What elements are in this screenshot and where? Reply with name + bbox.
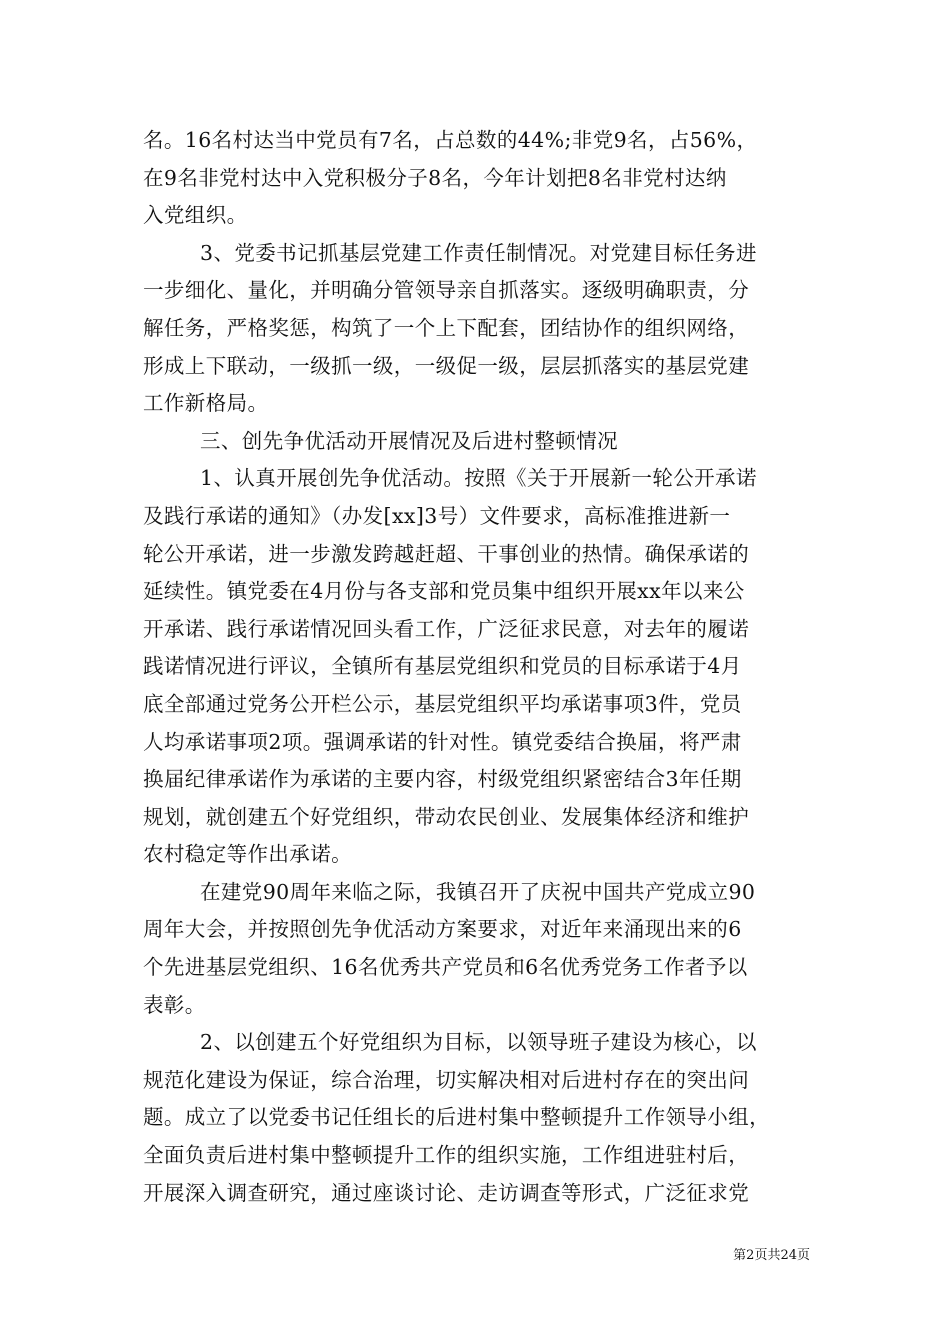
section-heading: 三、创先争优活动开展情况及后进村整顿情况 <box>200 428 618 453</box>
text-line: 底全部通过党务公开栏公示，基层党组织平均承诺事项3件，党员 <box>143 691 742 716</box>
text-line: 周年大会，并按照创先争优活动方案要求，对近年来涌现出来的6 <box>143 917 742 942</box>
text-line: 践诺情况进行评议，全镇所有基层党组织和党员的目标承诺于4月 <box>143 654 742 679</box>
text-line: 规划，就创建五个好党组织，带动农民创业、发展集体经济和维护 <box>143 804 750 829</box>
paragraph-start-line: 1、认真开展创先争优活动。按照《关于开展新一轮公开承诺 <box>200 466 757 491</box>
text-line: 入党组织。 <box>143 203 248 228</box>
text-line: 一步细化、量化，并明确分管领导亲自抓落实。逐级明确职责，分 <box>143 278 750 303</box>
text-line: 轮公开承诺，进一步激发跨越赶超、干事创业的热情。确保承诺的 <box>143 541 750 566</box>
text-line: 名。16名村达当中党员有7名，占总数的44%;非党9名，占56%， <box>143 128 758 152</box>
text-line: 解任务，严格奖惩，构筑了一个上下配套，团结协作的组织网络， <box>143 315 750 340</box>
paragraph-start-line: 2、以创建五个好党组织为目标，以领导班子建设为核心，以 <box>200 1030 757 1055</box>
text-line: 换届纪律承诺作为承诺的主要内容，村级党组织紧密结合3年任期 <box>143 767 742 792</box>
text-line: 及践行承诺的通知》（办发[xx]3号）文件要求，高标准推进新一 <box>143 503 731 528</box>
body-text <box>143 122 823 1212</box>
text-line: 在9名非党村达中入党积极分子8名，今年计划把8名非党村达纳 <box>143 165 727 190</box>
text-line: 表彰。 <box>143 992 206 1017</box>
text-line: 开展深入调查研究，通过座谈讨论、走访调查等形式，广泛征求党 <box>143 1180 750 1205</box>
text-line: 形成上下联动，一级抓一级，一级促一级，层层抓落实的基层党建 <box>143 353 750 378</box>
text-line: 人均承诺事项2项。强调承诺的针对性。镇党委结合换届，将严肃 <box>143 729 742 754</box>
text-line: 个先进基层党组织、16名优秀共产党员和6名优秀党务工作者予以 <box>143 955 748 980</box>
text-line: 延续性。镇党委在4月份与各支部和党员集中组织开展xx年以来公 <box>143 579 745 604</box>
text-line: 农村稳定等作出承诺。 <box>143 842 352 867</box>
text-line: 工作新格局。 <box>143 391 269 416</box>
text-line: 开承诺、践行承诺情况回头看工作，广泛征求民意，对去年的履诺 <box>143 616 750 641</box>
text-line: 全面负责后进村集中整顿提升工作的组织实施，工作组进驻村后， <box>143 1143 750 1168</box>
page-number-footer: 第2页共24页 <box>733 1248 810 1263</box>
paragraph-start-line: 3、党委书记抓基层党建工作责任制情况。对党建目标任务进 <box>200 240 757 265</box>
paragraph-start-line: 在建党90周年来临之际，我镇召开了庆祝中国共产党成立90 <box>200 879 756 904</box>
text-line: 题。成立了以党委书记任组长的后进村集中整顿提升工作领导小组， <box>143 1105 770 1130</box>
text-line: 规范化建设为保证，综合治理，切实解决相对后进村存在的突出问 <box>143 1067 750 1092</box>
